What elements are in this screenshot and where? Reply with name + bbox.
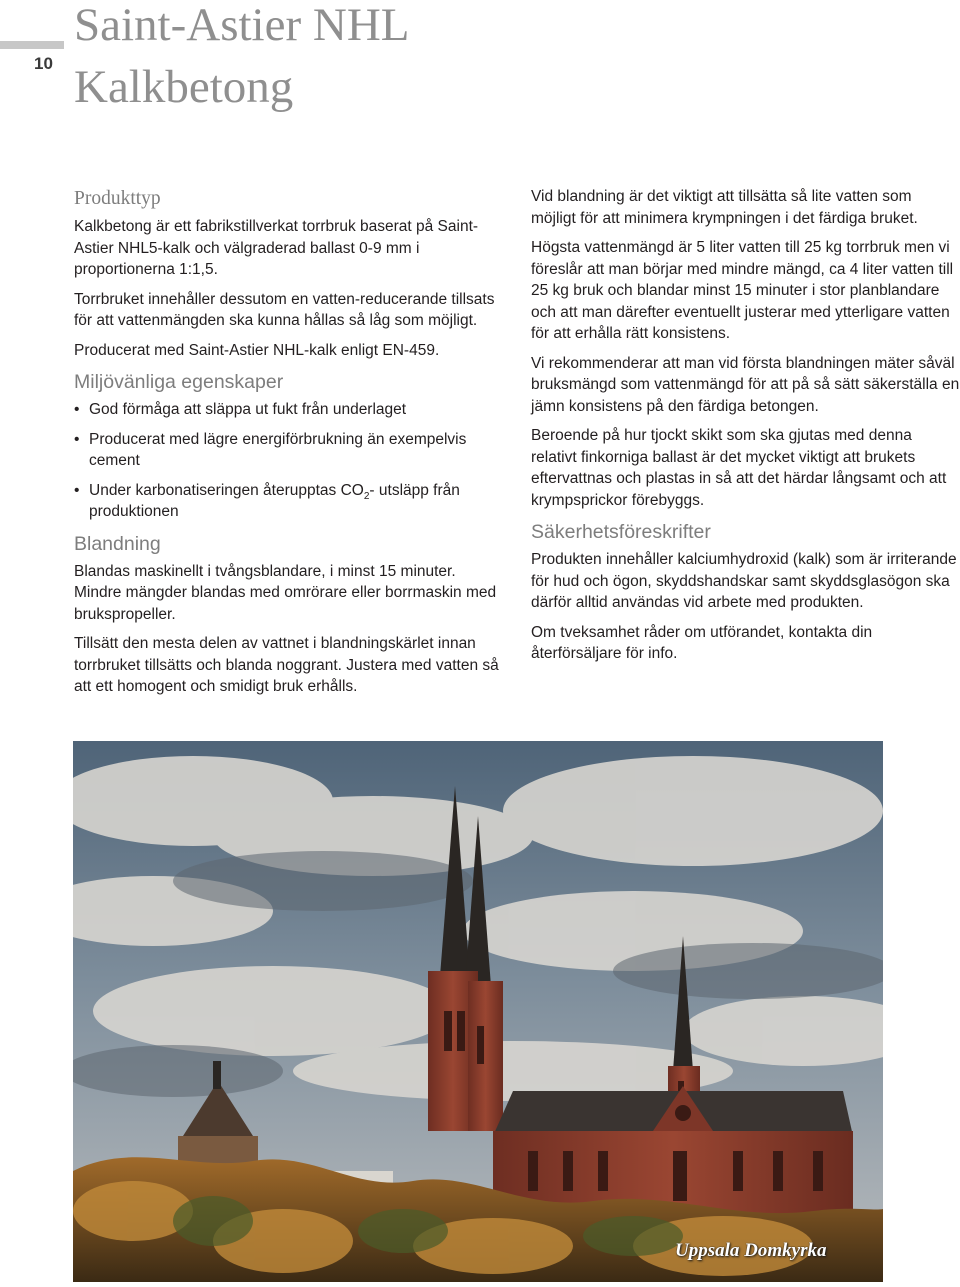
right-paragraph-4: Beroende på hur tjockt skikt som ska gjutas med denna relativt finkorniga ballast är det mycket viktigt att brukets eftervattnas och plastas in så att det härdar långsamt och att krympsprickor förebyggs.: [531, 427, 947, 509]
co2-subscript: 2: [363, 490, 370, 502]
left-column: [74, 186, 506, 706]
right-paragraph-3: Vi rekommenderar att man vid första blandningen mäter såväl bruksmängd som vattenmängd för att på så sätt säkerställa en jämn konsistens på den färdiga betongen.: [531, 354, 960, 415]
miljo-bullet-list: [74, 399, 506, 523]
heading-sakerhetsforeskrifter: Säkerhetsföreskrifter: [531, 521, 711, 543]
miljo-bullet-3-text-b: - utsläpp från produktionen: [89, 481, 460, 520]
miljo-bullet-2: [74, 429, 506, 472]
miljo-bullet-1: [74, 399, 506, 421]
miljo-bullet-3: [74, 480, 506, 523]
bullet-dot: •: [74, 430, 80, 448]
bullet-dot: •: [74, 401, 80, 418]
produkttyp-paragraph-2: Torrbruket innehåller dessutom en vatten-reducerande tillsats för att vattenmängden ska kunna hållas så låg som möjligt.: [74, 290, 495, 329]
blandning-paragraph-1: Blandas maskinellt i tvångsblandare, i minst 15 minuter. Mindre mängder blandas med omrörare eller borrmaskin med brukspropeller.: [74, 562, 497, 623]
cathedral-photo: [73, 741, 883, 1282]
heading-produkttyp: Produkttyp: [74, 188, 161, 209]
page-title: [74, 0, 409, 118]
heading-blandning: Blandning: [74, 532, 161, 555]
page-number-bar: [0, 41, 64, 49]
heading-miljovanliga: Miljövänliga egenskaper: [74, 371, 284, 393]
title-line-1: Saint-Astier NHL: [74, 0, 410, 51]
sakerhet-paragraph-1: Produkten innehåller kalciumhydroxid (kalk) som är irriterande för hud och ögon, skyddshandskar samt skyddsglasögon ska därför alltid användas vid arbete med produkten.: [531, 551, 957, 611]
right-column: [531, 186, 960, 673]
photo-caption: Uppsala Domkyrka: [675, 1240, 827, 1261]
produkttyp-paragraph-1: Kalkbetong är ett fabrikstillverkat torrbruk baserat på Saint-Astier NHL5-kalk och välgraderad ballast 0-9 mm i proportionerna 1:1,5.: [74, 218, 479, 278]
produkttyp-paragraph-3: Producerat med Saint-Astier NHL-kalk enligt EN-459.: [74, 341, 440, 359]
miljo-bullet-3-text-a: Under karbonatiseringen återupptas CO: [89, 481, 364, 499]
miljo-bullet-1-text: God förmåga att släppa ut fukt från underlaget: [89, 401, 407, 418]
right-paragraph-1: Vid blandning är det viktigt att tillsätta så lite vatten som möjligt för att minimera krympningen i det färdiga bruket.: [531, 188, 918, 227]
blandning-paragraph-2: Tillsätt den mesta delen av vattnet i blandningskärlet innan torrbruket tillsätts och blanda noggrant. Justera med vatten så att ett homogent och smidigt bruk erhålls.: [74, 635, 499, 695]
sakerhet-paragraph-2: Om tveksamhet råder om utförandet, kontakta din återförsäljare för info.: [531, 623, 873, 662]
right-paragraph-2: Högsta vattenmängd är 5 liter vatten till 25 kg torrbruk men vi föreslår att man börjar med mindre mängd, ca 4 liter vatten till 25 kg bruk och blandar minst 15 minuter i stor planblandare och att man därefter eventuellt justerar med ytterligare vatten för att erhålla rätt konsistens.: [531, 239, 954, 342]
miljo-bullet-2-text: Producerat med lägre energiförbrukning än exempelvis cement: [89, 430, 467, 469]
bullet-dot: •: [74, 481, 80, 499]
title-line-2: Kalkbetong: [74, 61, 294, 113]
page-number: 10: [34, 54, 53, 73]
